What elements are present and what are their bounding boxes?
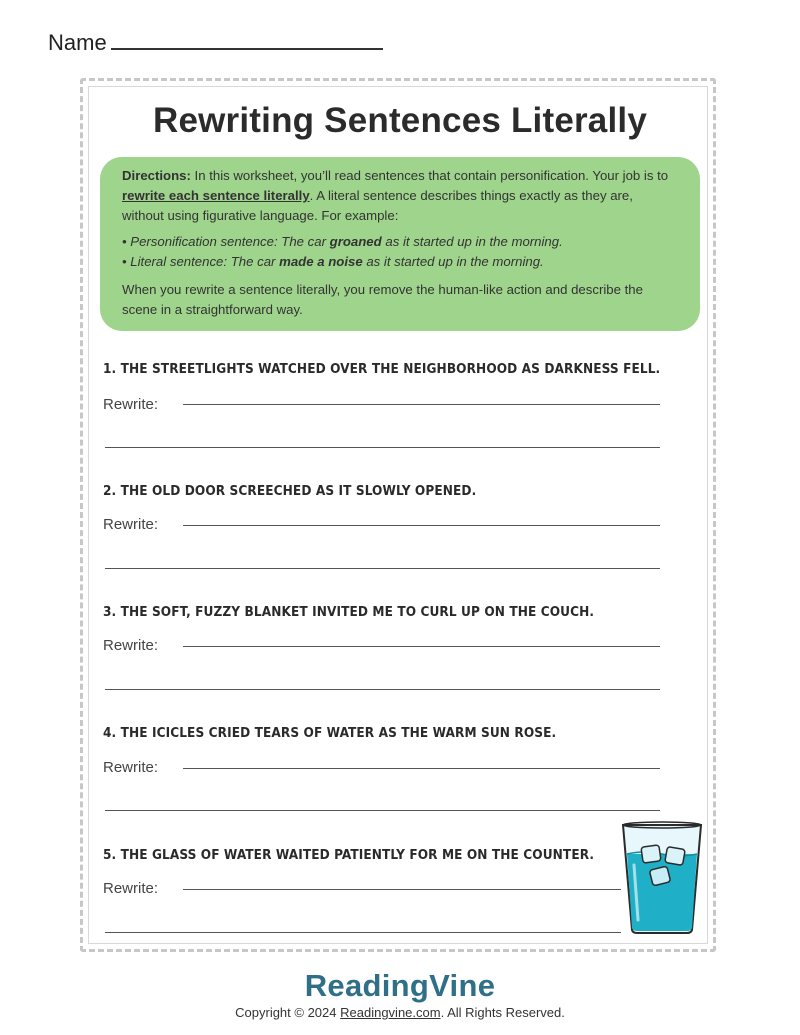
site-link[interactable]: Readingvine.com <box>340 1005 441 1020</box>
name-field-row <box>48 30 383 56</box>
name-input-line[interactable] <box>111 30 383 50</box>
answer-line[interactable] <box>105 689 660 690</box>
rewrite-label: Rewrite: <box>103 396 159 413</box>
rewrite-label: Rewrite: <box>103 516 159 533</box>
question-1: 1. THE STREETLIGHTS WATCHED OVER THE NEIGHBORHOOD AS DARKNESS FELL. <box>103 361 661 377</box>
examples-list <box>122 232 678 272</box>
question-2: 2. THE OLD DOOR SCREECHED AS IT SLOWLY OPENED. <box>103 483 477 499</box>
answer-line[interactable] <box>183 768 660 769</box>
question-3: 3. THE SOFT, FUZZY BLANKET INVITED ME TO CURL UP ON THE COUCH. <box>103 604 595 620</box>
answer-line[interactable] <box>183 525 660 526</box>
answer-line[interactable] <box>183 404 660 405</box>
answer-line[interactable] <box>183 646 660 647</box>
question-5: 5. THE GLASS OF WATER WAITED PATIENTLY FOR ME ON THE COUNTER. <box>103 847 595 863</box>
water-glass-icon <box>620 820 704 935</box>
directions-box <box>100 157 700 331</box>
answer-line[interactable] <box>183 889 621 890</box>
example-literal: • Literal sentence: The car made a noise as it started up in the morning. <box>122 254 544 269</box>
answer-line[interactable] <box>105 932 621 933</box>
example-personification: • Personification sentence: The car groaned as it started up in the morning. <box>122 234 563 249</box>
answer-line[interactable] <box>105 568 660 569</box>
name-label: Name <box>48 30 107 55</box>
answer-line[interactable] <box>105 810 660 811</box>
rewrite-label: Rewrite: <box>103 759 159 776</box>
copyright-notice: Copyright © 2024 Readingvine.com. All Rights Reserved. <box>235 1005 565 1020</box>
directions-closing: When you rewrite a sentence literally, you remove the human-like action and describe the scene in a straightforward way. <box>122 282 643 317</box>
rewrite-label: Rewrite: <box>103 880 159 897</box>
readingvine-logo: ReadingVine <box>304 968 496 1003</box>
rewrite-label: Rewrite: <box>103 637 159 654</box>
answer-line[interactable] <box>105 447 660 448</box>
directions-emphasis: rewrite each sentence literally <box>122 188 310 203</box>
directions-intro: Directions: In this worksheet, you’ll read sentences that contain personification. Your job is to rewrite each sentence literally. A literal sentence describes things exactly as they are, without using figurative language. For example: <box>122 168 669 223</box>
page-title: Rewriting Sentences Literally <box>152 101 647 140</box>
question-4: 4. THE ICICLES CRIED TEARS OF WATER AS THE WARM SUN ROSE. <box>103 725 557 741</box>
